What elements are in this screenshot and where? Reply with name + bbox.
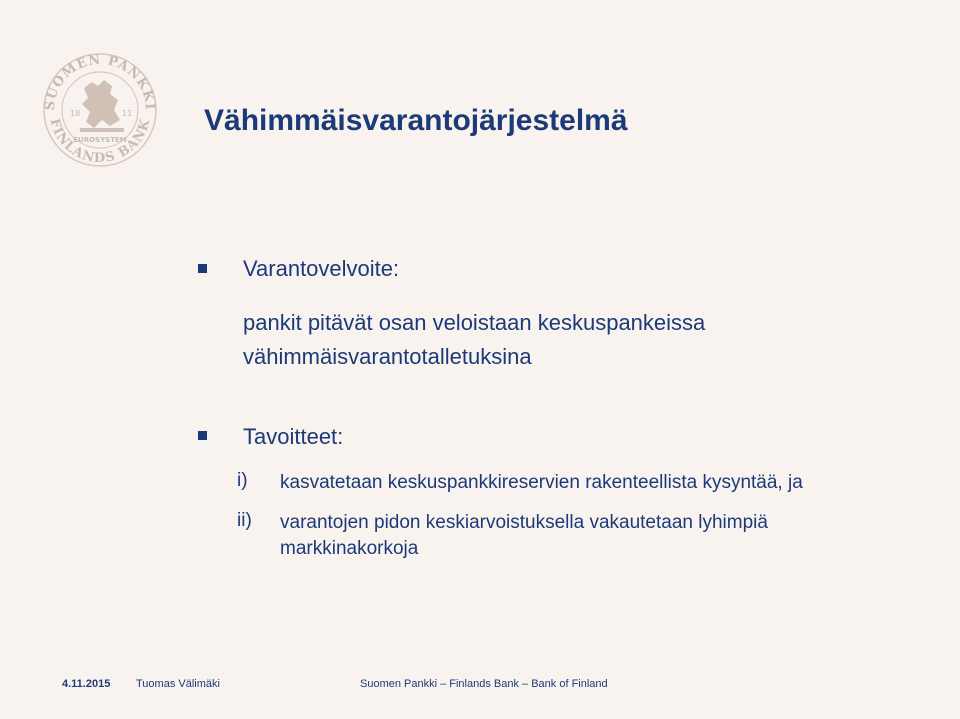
bullet-square-icon (198, 431, 207, 440)
seal-year-left: 18 (70, 109, 81, 118)
lion-emblem-icon (80, 80, 124, 132)
paragraph-line: pankit pitävät osan veloistaan keskuspankeissa (243, 310, 706, 335)
footer-author: Tuomas Välimäki (136, 678, 220, 690)
footer-organization: Suomen Pankki – Finlands Bank – Bank of Finland (360, 678, 608, 690)
seal-ring-top-text: SUOMEN PANKKI (42, 52, 158, 111)
list-item-line: varantojen pidon keskiarvoistuksella vakautetaan lyhimpiä (280, 512, 768, 533)
list-marker: ii) (237, 510, 252, 531)
list-item-line: kasvatetaan keskuspankkireservien rakenteellista kysyntää, ja (280, 472, 803, 493)
list-item (280, 470, 803, 496)
bullet-square-icon (198, 264, 207, 273)
seal-year-right: 11 (122, 109, 133, 118)
list-marker: i) (237, 470, 248, 491)
seal-ring-bottom-text: FINLANDS BANK (46, 116, 154, 167)
suomen-pankki-seal-icon (40, 40, 160, 170)
list-item (280, 510, 768, 562)
section-paragraph (243, 306, 705, 374)
footer-date: 4.11.2015 (62, 678, 111, 690)
slide-title: Vähimmäisvarantojärjestelmä (204, 104, 628, 137)
paragraph-line: vähimmäisvarantotalletuksina (243, 344, 532, 369)
section-heading-tavoitteet: Tavoitteet: (243, 424, 344, 449)
section-heading-varantovelvoite: Varantovelvoite: (243, 256, 400, 281)
list-item-line: markkinakorkoja (280, 538, 419, 559)
seal-inner-text: EUROSYSTEM (73, 136, 127, 144)
